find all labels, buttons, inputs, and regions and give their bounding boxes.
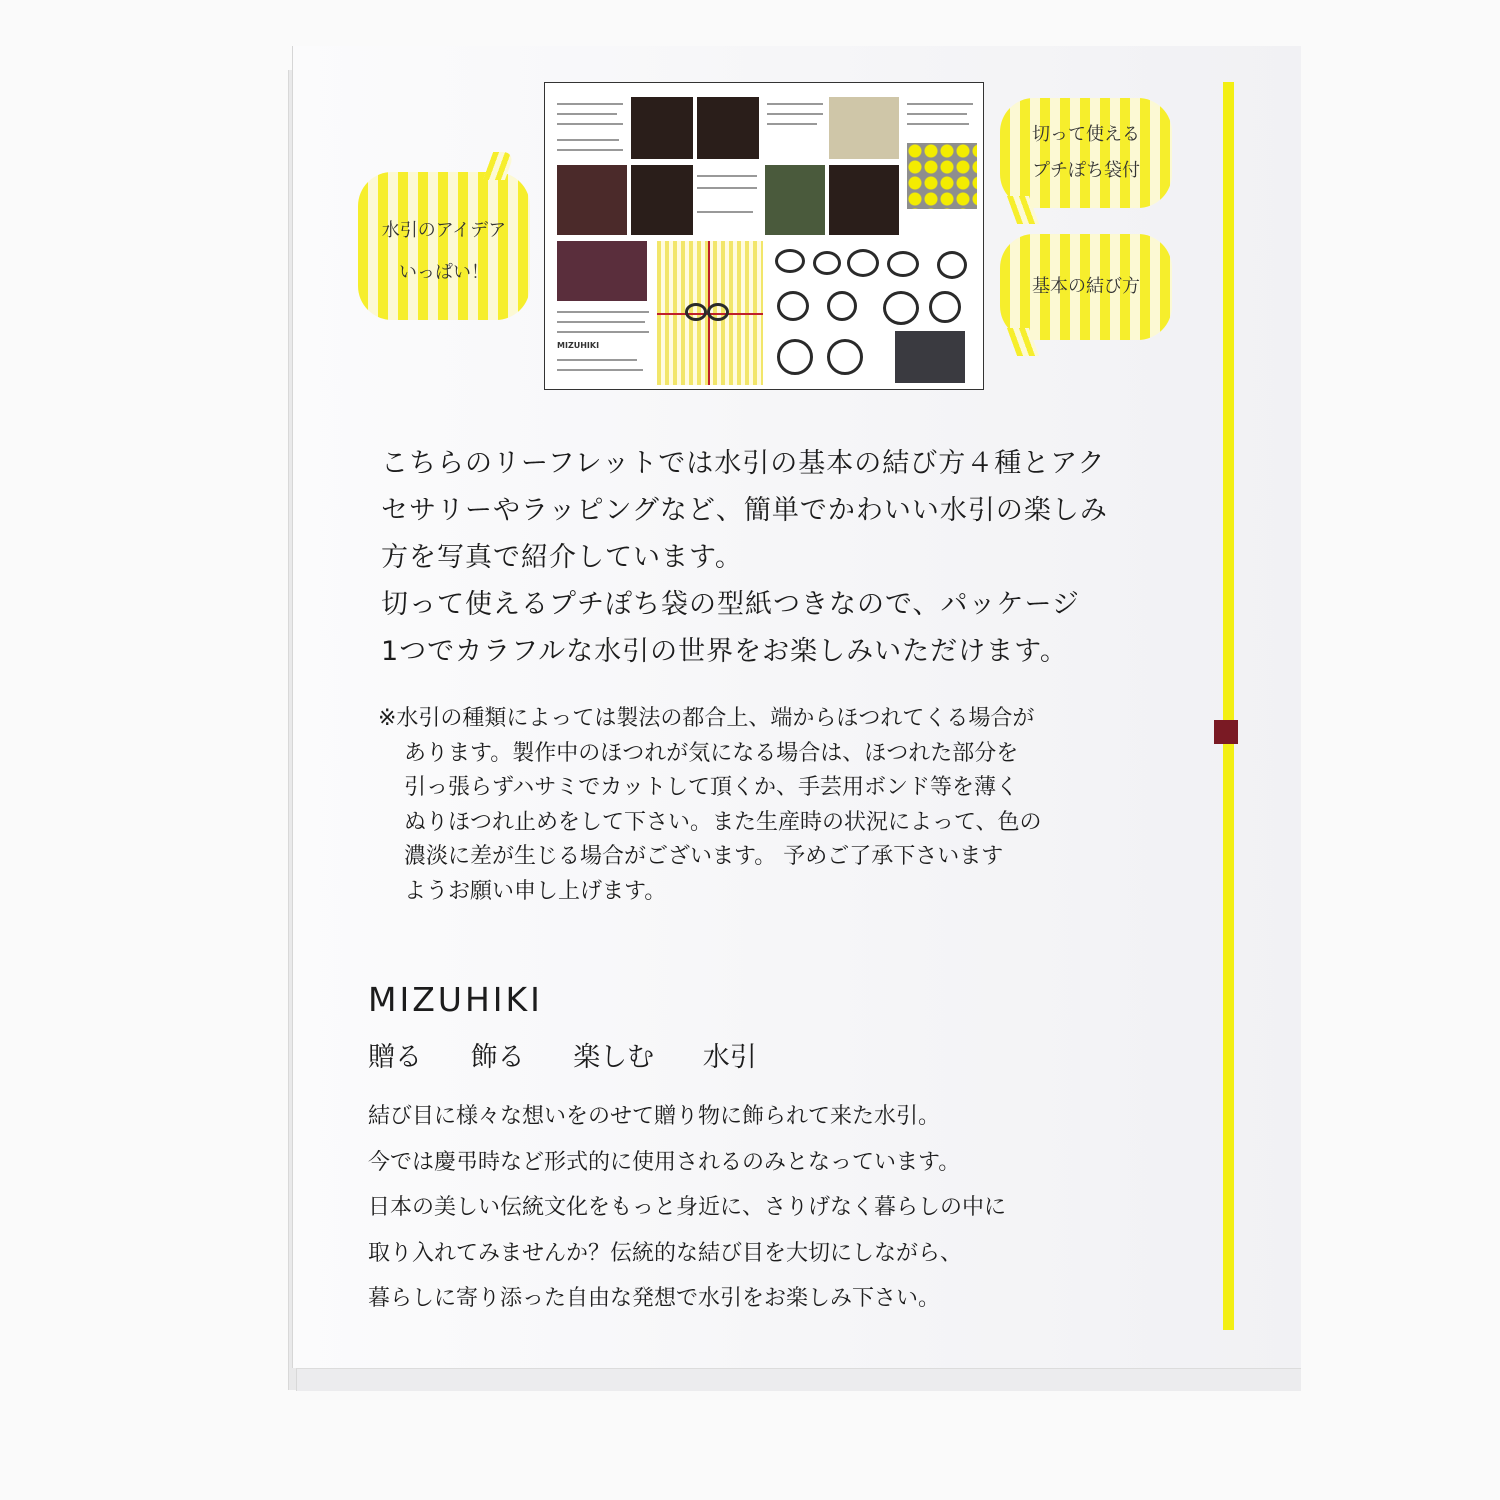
note-line: 濃淡に差が生じる場合がございます。 予めご了承下さいます <box>404 844 1004 869</box>
knot-illustration <box>777 291 809 321</box>
intro-line: 方を写真で紹介しています。 <box>381 542 743 573</box>
text-line <box>697 211 753 213</box>
tagline-word: 楽しむ <box>573 1042 655 1073</box>
text-line <box>697 187 757 189</box>
bubble-envelope-line-1: 切って使える <box>1032 124 1140 145</box>
photo-thumb <box>829 97 899 159</box>
leaflet-thumbnail <box>544 82 984 390</box>
bubble-envelope <box>1000 98 1172 208</box>
intro-line: 1つでカラフルな水引の世界をお楽しみいただけます。 <box>381 636 1068 667</box>
leaflet-brand-small: MIZUHIKI <box>557 341 600 350</box>
brand-title: MIZUHIKI <box>368 980 543 1019</box>
text-line <box>557 321 645 323</box>
bubble-ideas-line-1: 水引のアイデア <box>381 220 507 241</box>
text-line <box>767 103 823 105</box>
text-line <box>557 113 617 115</box>
text-line <box>907 113 967 115</box>
photo-thumb <box>631 165 693 235</box>
photo-thumb <box>895 331 965 383</box>
text-line <box>907 123 969 125</box>
yellow-side-bar <box>1223 82 1234 1330</box>
note-line: ようお願い申し上げます。 <box>404 878 667 904</box>
envelope-pattern <box>907 143 977 209</box>
text-line <box>697 175 757 177</box>
note-line: 引っ張らずハサミでカットして頂くか、手芸用ボンド等を薄く <box>404 775 1019 800</box>
photo-thumb <box>829 165 899 235</box>
bubble-basic-knots <box>1000 234 1172 340</box>
text-line <box>907 103 973 105</box>
tagline-word: 飾る <box>470 1042 525 1073</box>
bubble-ideas <box>358 172 530 320</box>
intro-line: こちらのリーフレットでは水引の基本の結び方４種とアク <box>381 448 1106 479</box>
knot-illustration <box>813 251 841 275</box>
text-line <box>557 103 623 105</box>
caution-note <box>378 702 1138 909</box>
knot-illustration <box>827 339 863 375</box>
knot-illustration <box>887 251 919 277</box>
description-line: 日本の美しい伝統文化をもっと身近に、さりげなく暮らしの中に <box>368 1195 1007 1220</box>
description-line: 暮らしに寄り添った自由な発想で水引をお楽しみ下さい。 <box>368 1286 941 1311</box>
photo-thumb <box>697 97 759 159</box>
tagline-word: 水引 <box>702 1042 757 1073</box>
tagline-word: 贈る <box>368 1042 422 1073</box>
description-line: 取り入れてみませんか？伝統的な結び目を大切にしながら、 <box>368 1240 963 1266</box>
knot-illustration <box>707 303 729 321</box>
photo-thumb <box>557 165 627 235</box>
photo-thumb <box>765 165 825 235</box>
description-line: 結び目に様々な想いをのせて贈り物に飾られて来た水引。 <box>368 1104 941 1129</box>
note-line: あります。製作中のほつれが気になる場合は、ほつれた部分を <box>404 740 1019 766</box>
knot-illustration <box>775 249 805 273</box>
text-line <box>557 149 623 151</box>
knot-illustration <box>883 291 919 325</box>
knot-illustration <box>685 303 707 321</box>
bubble-basic-knots-line-1: 基本の結び方 <box>1032 276 1140 297</box>
text-line <box>557 331 649 333</box>
knot-illustration <box>847 249 879 277</box>
tagline <box>368 1035 787 1074</box>
knot-illustration <box>929 291 961 323</box>
page-edge-bottom <box>296 1368 1301 1391</box>
photo-thumb <box>557 241 647 301</box>
text-line <box>767 123 817 125</box>
photo-thumb <box>631 97 693 159</box>
intro-paragraph <box>381 440 1141 675</box>
text-line <box>557 139 619 141</box>
intro-line: 切って使えるプチぽち袋の型紙つきなので、パッケージ <box>381 589 1080 620</box>
knot-illustration <box>937 251 967 279</box>
description-line: 今では慶弔時など形式的に使用されるのみとなっています。 <box>368 1149 961 1175</box>
text-line <box>557 123 623 125</box>
text-line <box>557 311 649 313</box>
brand-description <box>368 1094 1148 1322</box>
note-line: ぬりほつれ止めをして下さい。また生産時の状況によって、色の <box>404 809 1042 835</box>
note-line: ※水引の種類によっては製法の都合上、端からほつれてくる場合が <box>378 706 1035 731</box>
bubble-envelope-line-2: プチぽち袋付 <box>1032 160 1140 181</box>
intro-line: セサリーやラッピングなど、簡単でかわいい水引の楽しみ <box>381 495 1108 526</box>
text-line <box>557 369 643 371</box>
text-line <box>557 359 637 361</box>
text-line <box>767 113 823 115</box>
red-marker <box>1214 720 1238 744</box>
knot-illustration <box>827 291 857 321</box>
knot-illustration <box>777 339 813 375</box>
bubble-ideas-line-2: いっぱい！ <box>399 262 489 283</box>
